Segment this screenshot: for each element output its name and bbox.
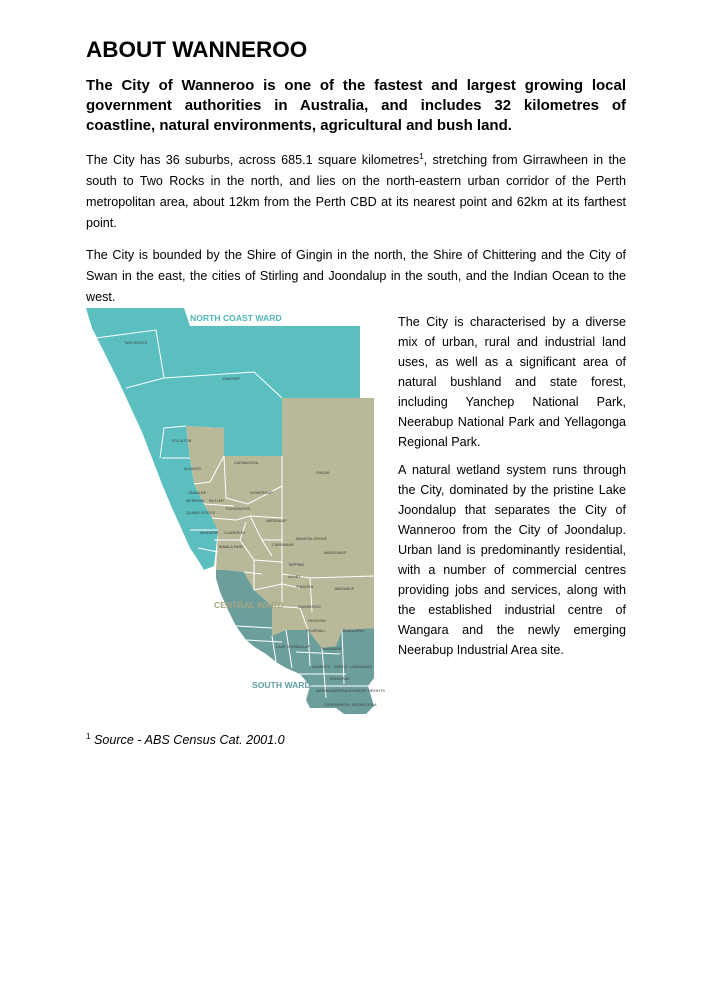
suburb-label: WANNEROO: [298, 605, 321, 609]
wards-map: [86, 308, 385, 718]
side-paragraph-land-use: The City is characterised by a diverse mix of urban, rural and industrial land uses, as well as a significant area of natural bushland and state forest, including Yanchep National Park, Neerabup National Park and Yellagonga Regional Park.: [398, 315, 626, 449]
footnote-text: Source - ABS Census Cat. 2001.0: [90, 733, 285, 747]
suburb-label: GIRRAWHEEN: [324, 703, 351, 707]
suburb-label: WANGARA: [322, 647, 342, 651]
suburb-label: DARCH: [334, 665, 348, 669]
suburb-label: BUTLER: [209, 499, 224, 503]
footnote: [86, 732, 285, 748]
suburb-label: YANCHEP: [222, 377, 241, 381]
suburb-label: LANDSDALE: [350, 665, 373, 669]
side-description: [398, 312, 626, 660]
suburb-label: ALKIMOS: [184, 467, 201, 471]
suburb-label: NOWERGUP: [250, 491, 273, 495]
suburb-label: ALEXANDER HEIGHTS: [344, 689, 385, 693]
suburb-label: TWO ROCKS: [124, 341, 148, 345]
suburb-label: JANDABUP: [334, 587, 355, 591]
footnote-ref: 1: [419, 151, 424, 161]
suburb-label: MARANGAROO: [316, 689, 344, 693]
suburb-label: CLARKSON: [224, 531, 245, 535]
suburb-label: RIDGEWOOD: [226, 507, 251, 511]
suburb-label: NEERABUP: [266, 519, 287, 523]
paragraph-suburbs-before: The City has 36 suburbs, across 685.1 square kilometres: [86, 153, 420, 167]
ward-label-central: CENTRAL WARD: [214, 600, 284, 610]
suburb-label: GNANGARA: [342, 629, 364, 633]
suburb-label: BANKSIA GROVE: [296, 537, 328, 541]
suburb-label: HOCKING: [308, 619, 326, 623]
suburb-label: PINJAR: [316, 471, 330, 475]
suburb-label: KINGSWAY: [330, 677, 351, 681]
paragraph-boundaries: The City is bounded by the Shire of Gingin in the north, the Shire of Chittering and the City of Swan in the east, the cities of Stirling and Joondalup in the south, and the Indian Ocean to the west.: [86, 248, 626, 304]
suburb-label: QUINNS ROCKS: [186, 511, 216, 515]
suburb-label: JINDALEE: [188, 491, 207, 495]
suburb-label: SINAGRA: [296, 585, 314, 589]
suburb-label: CARRAMAR: [272, 543, 294, 547]
suburb-label: EGLINTON: [172, 439, 192, 443]
suburb-label: LAKE JOONDALUP: [276, 645, 310, 649]
suburb-label: MINDARIE: [200, 531, 219, 535]
suburb-label: TAMALA PARK: [218, 545, 244, 549]
paragraph-suburbs: [86, 150, 626, 234]
suburb-label: ASHBY: [288, 575, 301, 579]
lead-paragraph: The City of Wanneroo is one of the fastest and largest growing local government authorities in Australia, and includes 32 kilometres of coastline, natural environments, agricultural and bush land.: [86, 77, 626, 134]
suburb-label: TAPPING: [288, 563, 305, 567]
suburb-label: MADELEY: [312, 665, 331, 669]
suburb-label: CARABOODA: [234, 461, 259, 465]
suburb-label: PEARSALL: [306, 629, 326, 633]
suburb-label: MARIGINIUP: [324, 551, 347, 555]
footnote-marker: 1: [86, 731, 91, 741]
suburb-label: KOONDOOLA: [352, 703, 377, 707]
ward-label-south: SOUTH WARD: [252, 680, 311, 690]
suburb-label: MERRIWA: [186, 499, 205, 503]
ward-label-north: NORTH COAST WARD: [190, 313, 282, 323]
paragraph-suburbs-after: , stretching from Girrawheen in the south to Two Rocks in the north, and lies on the north-eastern urban corridor of the Perth metropolitan area, about 12km from the Perth CBD at its nearest point and 62km at its farthest point.: [86, 153, 627, 230]
page-title: ABOUT WANNEROO: [86, 37, 308, 62]
document-page: [86, 36, 627, 747]
side-paragraph-wetland: A natural wetland system runs through the City, dominated by the pristine Lake Joondalup that separates the City of Wanneroo from the City of Joondalup. Urban land is predominantly residential, with a number of commercial centres providing jobs and services, along with the established industrial centre of Wangara and the newly emerging Neerabup Industrial Area site.: [398, 463, 626, 657]
map-and-description: [86, 308, 626, 728]
